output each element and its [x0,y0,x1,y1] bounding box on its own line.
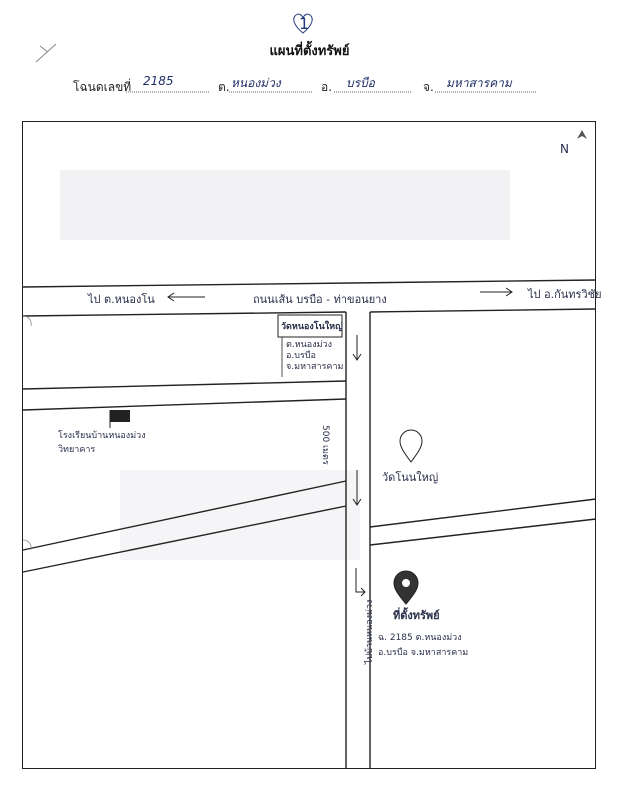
landmark-label: วัดโนนใหญ่ [382,471,439,484]
amphoe-label: อ. [321,80,333,94]
deed-number: 2185 [143,74,174,88]
deed-label: โฉนดเลขที่ [73,80,132,94]
tambon-value: หนองม่วง [231,76,281,90]
page-number: 1 [296,14,306,33]
page-title: แผนที่ตั้งทรัพย์ [269,44,350,59]
changwat-label: จ. [423,80,434,94]
school-label-line2: วิทยาคาร [58,445,96,455]
main-road-label: ถนนเส้น บรบือ - ท่าขอนยาง [253,293,387,306]
changwat-value: มหาสารคาม [446,76,512,90]
to-left-label: ไป ต.หนองโน [88,293,155,306]
side-road-label: ไปบ้านหนองม่วง [365,599,375,664]
temple-sign-address: ต.หนองม่วง อ.บรบือ จ.มหาสารคาม [286,340,344,372]
tambon-label: ต. [218,80,230,94]
property-address: ฉ. 2185 ต.หนองม่วง อ.บรบือ จ.มหาสารคาม [378,633,469,658]
distance-label: 500 เมตร [320,425,330,465]
property-label: ที่ตั้งทรัพย์ [393,609,440,622]
north-label: N [560,142,569,156]
amphoe-value: บรบือ [346,76,375,90]
school-label: โรงเรียนบ้านหนองม่วง [58,431,146,441]
to-right-label: ไป อ.กันทรวิชัย [528,288,602,301]
temple-sign-label: วัดหนองโนใหญ่ [281,322,343,332]
